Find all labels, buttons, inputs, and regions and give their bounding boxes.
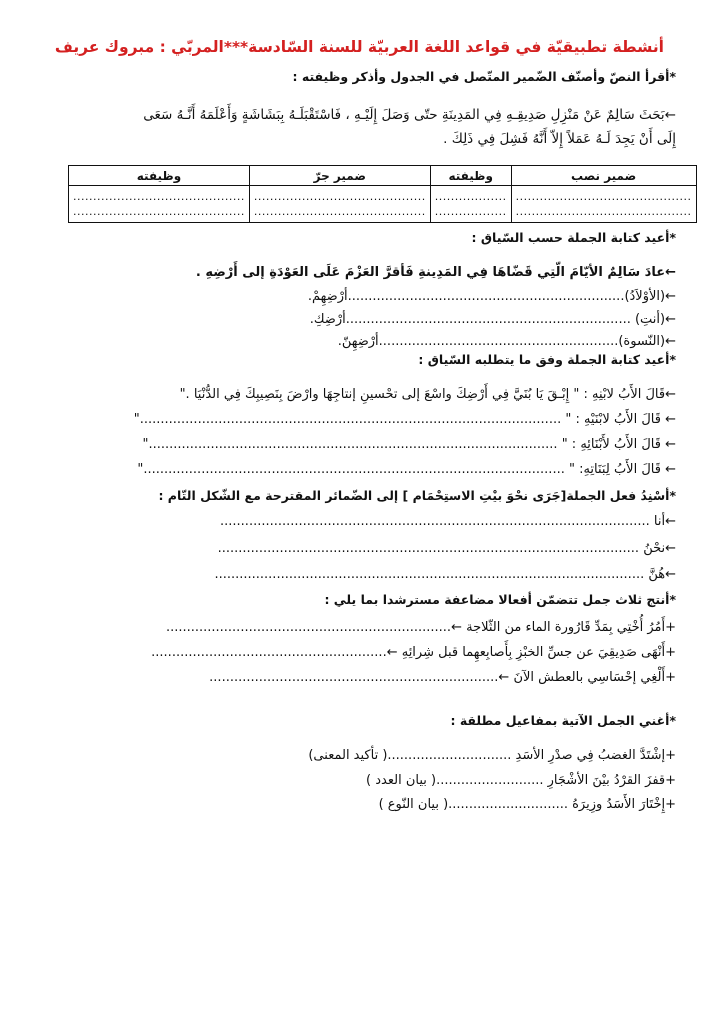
section4-row[interactable]: ←هُنَّ ........................................................................................................ xyxy=(214,567,676,582)
table-header-cell: ضمير نصب xyxy=(511,166,696,186)
section5-instruction: *أنتج ثلاث جمل تتضمّن أفعالا مضاعفة مسترشدا بما يلي : xyxy=(324,592,676,607)
section4-instruction: *أسْنِدُ فعل الجملة[جَرَى نحْوَ بيْتِ الاستِحْمَام ] إلى الضّمائر المقترحة مع الشّكل التّام : xyxy=(158,488,676,503)
section6-row[interactable]: +قفزَ القرْدُ بيْنَ الأشْجَارِ ..........................( بيان العدد ) xyxy=(366,773,676,788)
pronoun-table-header xyxy=(69,166,697,186)
table-row xyxy=(69,186,697,223)
section3-row[interactable]: ← قَالَ الأَبُ لابْنَيْهِ : " ......................................................................................................" xyxy=(133,412,676,427)
passage-line-2: إِلَى أَنْ يَجِدَ لَـهُ عَمَلاً إِلاّ أَنَّهُ فَشِلَ فِي ذَلِكَ . xyxy=(443,131,676,147)
table-header-cell: وظيفته xyxy=(430,166,511,186)
section4-row[interactable]: ←أنا ........................................................................................................ xyxy=(220,514,676,529)
table-answer-cell[interactable]: ........................................... ........................................... xyxy=(69,186,250,223)
section3-row[interactable]: ← قَالَ الأَبُ لأَبْنَائِهِ : " ..................................................................................................." xyxy=(142,437,676,452)
pronoun-table xyxy=(68,165,697,223)
section5-row[interactable]: +أَمُرُ أُخْتِي بِمَدِّ قَارُورة الماء من الثّلاجة ←..................................................................... xyxy=(165,620,676,635)
section2-instruction: *أعيد كتابة الجملة حسب السّياق : xyxy=(471,230,676,245)
section3-sentence: ←قَالَ الأَبُ لابْنِهِ : " إِبْـقَ يَا بُنَيَّ فِي أَرْضِكَ واسْعَ إلى تحْسينِ إنتاجِهَا وارْضَ بِنَصِيبِكَ فِي الدُّنْيَا ." xyxy=(179,387,676,402)
section1-instruction: *أقرأ النصّ وأصنّف الضّمير المتّصل في الجدول وأذكر وظيفته : xyxy=(292,69,676,84)
table-answer-cell[interactable]: .................. .................. xyxy=(430,186,511,223)
section6-row[interactable]: +إشْتَدَّ الغضبُ فِي صدْرِ الأسَدِ ..............................( تأكيد المعنى) xyxy=(308,748,676,763)
section2-row[interactable]: ←(الأوْلاَدُ)...................................................................أرْضِهِمْ. xyxy=(307,289,676,304)
table-answer-cell[interactable]: ............................................ ............................................ xyxy=(511,186,696,223)
worksheet-title: أنشطة تطبيقيّة في قواعد اللغة العربيّة للسنة السّادسة***المربّي : مبروك عريف xyxy=(54,38,664,56)
section5-row[interactable]: +أَنْهَى صَدِيقِيَ عن جسِّ الخبْزِ بِأَصابِعهِما قبل شِرائِهِ ←......................................................... xyxy=(151,645,676,660)
section2-row[interactable]: ←(النّسوة)..........................................................أرْضِهِنّ. xyxy=(337,334,676,349)
table-answer-cell[interactable]: ........................................... ........................................... xyxy=(249,186,430,223)
section6-row[interactable]: +إِخْتَارَ الأَسَدُ وزِيرَهُ .............................( بيان النّوع ) xyxy=(378,797,676,812)
section6-instruction: *أغني الجمل الآتية بمفاعيل مطلقة : xyxy=(450,713,676,728)
section3-instruction: *أعيد كتابة الجملة وفق ما يتطلبه السّياق : xyxy=(418,352,676,367)
section5-row[interactable]: +أَلْغِي إحْسَاسِي بالعطش الآنَ ←...................................................................... xyxy=(209,670,676,685)
table-header-cell: وظيفته xyxy=(69,166,250,186)
passage-line-1: ←بَحَثَ سَالِمٌ عَنْ مَنْزِلِ صَدِيقِـهِ فِي المَدِينَةِ حتّى وَصَلَ إِلَيْـهِ ، فَاسْتَقْبَلَـهُ بِبَشَاشَةٍ وَأَعْلَمَهُ أَنَّـهُ سَعَى xyxy=(143,107,676,123)
section3-row[interactable]: ← قَالَ الأَبُ لِبَنَاتِهِ: " ......................................................................................................" xyxy=(137,462,676,477)
section2-sentence: ←عادَ سَالِمٌ الأيّامَ الّتِي قَضّاهَا فِي المَدِينةِ فَأقرَّ العَزْمَ عَلَى العَوْدَةِ إلى أَرْضِهِ . xyxy=(195,265,676,280)
table-header-cell: ضمير جرّ xyxy=(249,166,430,186)
section2-row[interactable]: ←(أنتِ) .....................................................................أرْضِكِ. xyxy=(309,312,676,327)
section4-row[interactable]: ←نحْنُ ...................................................................................................... xyxy=(217,541,676,556)
